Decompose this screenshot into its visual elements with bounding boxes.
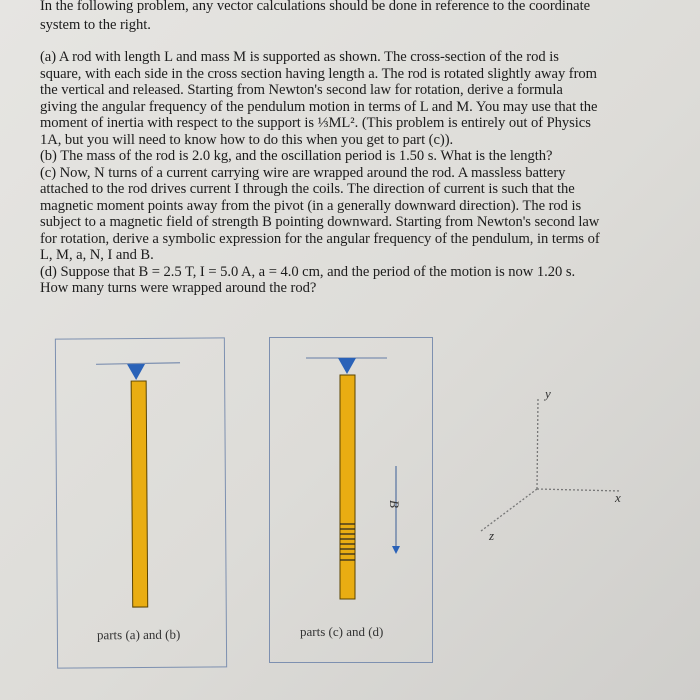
y-axis-label: y bbox=[545, 386, 551, 401]
problem-line: magnetic moment points away from the pivot (in a generally downward direction). The rod is bbox=[40, 197, 582, 214]
problem-line: subject to a magnetic field of strength B pointing downward. Starting from Newton's second law bbox=[40, 214, 600, 230]
problem-line: square, with each side in the cross section having length a. The rod is rotated slightly away from bbox=[40, 65, 597, 82]
rod bbox=[131, 381, 148, 607]
problem-line: for rotation, derive a symbolic expression for the angular frequency of the pendulum, in terms of bbox=[40, 230, 600, 247]
rod-diagram bbox=[56, 338, 228, 669]
y-axis bbox=[537, 399, 538, 489]
intro-line: In the following problem, any vector calculations should be done in reference to the coordinate bbox=[40, 0, 591, 14]
caption-parts-c-d: parts (c) and (d) bbox=[300, 624, 384, 639]
figure-parts-a-b bbox=[55, 337, 227, 668]
z-axis-label: z bbox=[489, 528, 495, 543]
x-axis bbox=[537, 489, 621, 491]
problem-line: (d) Suppose that B = 2.5 T, I = 5.0 A, a = 4.0 cm, and the period of the motion is now 1.20 s. bbox=[40, 263, 576, 280]
problem-line: (a) A rod with length L and mass M is supported as shown. The cross-section of the rod is bbox=[40, 49, 559, 65]
problem-line: the vertical and released. Starting from Newton's second law for rotation, derive a formula bbox=[40, 82, 563, 98]
pivot-icon bbox=[127, 364, 145, 380]
problem-line: giving the angular frequency of the pendulum motion in terms of L and M. You may use that the bbox=[40, 98, 598, 115]
problem-line: 1A, but you will need to know how to do this when you get to part (c)). bbox=[40, 131, 454, 148]
intro-line: system to the right. bbox=[40, 17, 151, 33]
caption-parts-a-b: parts (a) and (b) bbox=[96, 626, 181, 643]
arrowhead-icon bbox=[392, 546, 400, 554]
problem-line: L, M, a, N, I and B. bbox=[40, 247, 154, 263]
rod-coil-diagram bbox=[270, 338, 434, 664]
rod bbox=[340, 375, 355, 599]
z-axis bbox=[481, 489, 537, 531]
problem-line: How many turns were wrapped around the rod? bbox=[40, 280, 317, 296]
field-label: B bbox=[387, 500, 402, 508]
figure-parts-c-d bbox=[269, 337, 433, 663]
pivot-icon bbox=[338, 358, 356, 374]
problem-line: (c) Now, N turns of a current carrying wire are wrapped around the rod. A massless battery bbox=[40, 164, 566, 181]
problem-line: (b) The mass of the rod is 2.0 kg, and the oscillation period is 1.50 s. What is the length? bbox=[40, 148, 553, 164]
problem-line: attached to the rod drives current I through the coils. The direction of current is such that the bbox=[40, 181, 575, 197]
problem-line: moment of inertia with respect to the support is ⅓ML². (This problem is entirely out of Physics bbox=[40, 115, 591, 131]
x-axis-label: x bbox=[615, 490, 621, 505]
